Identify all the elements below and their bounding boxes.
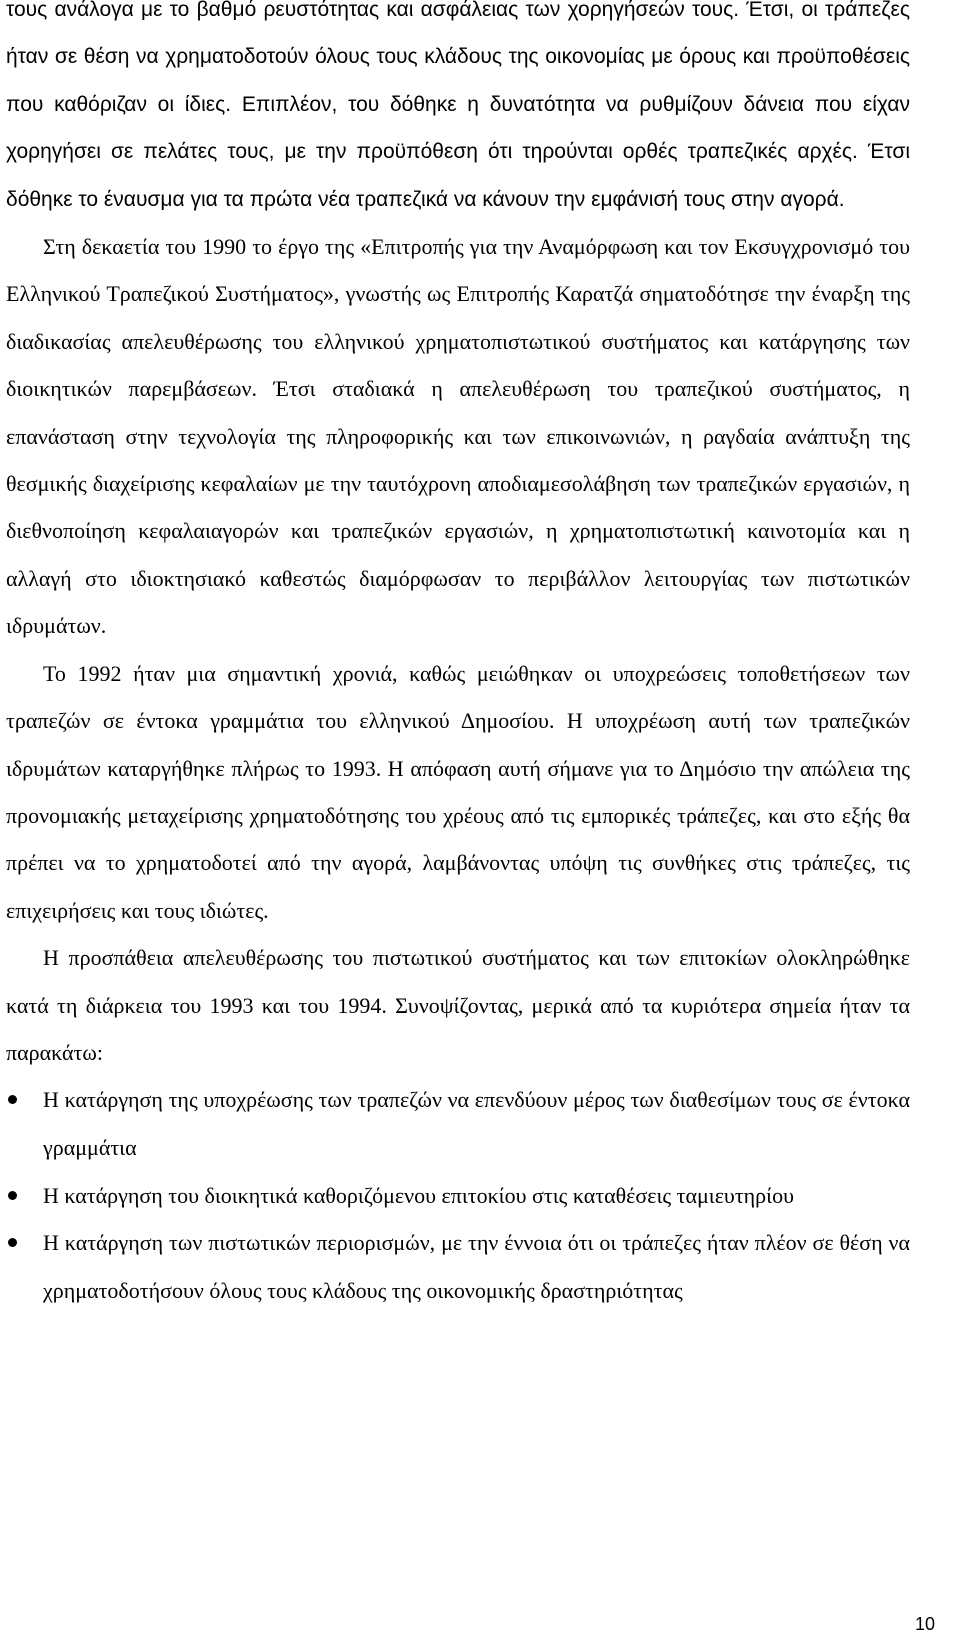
list-item (6, 1172, 910, 1220)
bullet-list (6, 1076, 910, 1314)
list-item (6, 1076, 910, 1171)
paragraph-continuation: τους ανάλογα με το βαθμό ρευστότητας και ασφάλειας των χορηγήσεών τους. Έτσι, οι τράπεζες ήταν σε θέση να χρηματοδοτούν όλους τους κλάδους της οικονομίας με όρους και προϋποθέσεις που καθόριζαν οι ίδιες. Επιπλέον, του δόθηκε η δυνατότητα να ρυθμίζουν δάνεια που είχαν χορηγήσει σε πελάτες τους, με την προϋπόθεση ότι τηρούνται ορθές τραπεζικές αρχές. Έτσι δόθηκε το έναυσμα για τα πρώτα νέα τραπεζικά να κάνουν την εμφάνισή τους στην αγορά. (6, 0, 910, 211)
list-item (6, 1219, 910, 1314)
document-page (6, 0, 910, 1314)
paragraph-1992: Το 1992 ήταν μια σημαντική χρονιά, καθώς μειώθηκαν οι υποχρεώσεις τοποθετήσεων των τραπεζών σε έντοκα γραμμάτια του ελληνικού Δημοσίου. Η υποχρέωση αυτή των τραπεζικών ιδρυμάτων καταργήθηκε πλήρως το 1993. Η απόφαση αυτή σήμανε για το Δημόσιο την απώλεια της προνομιακής μεταχείρισης χρηματοδότησης του χρέους από τις εμπορικές τράπεζες, και στο εξής θα πρέπει να το χρηματοδοτεί από την αγορά, λαμβάνοντας υπόψη τις συνθήκες στις τράπεζες, τις επιχειρήσεις και τους ιδιώτες. (6, 660, 910, 923)
list-item-text: Η κατάργηση της υποχρέωσης των τραπεζών να επενδύουν μέρος των διαθεσίμων τους σε έντοκα γραμμάτια (43, 1087, 910, 1160)
page-number: 10 (914, 1614, 935, 1634)
list-item-text: Η κατάργηση του διοικητικά καθοριζόμενου επιτοκίου στις καταθέσεις ταμιευτηρίου (43, 1182, 794, 1208)
paragraph-liberalization: Η προσπάθεια απελευθέρωσης του πιστωτικού συστήματος και των επιτοκίων ολοκληρώθηκε κατά τη διάρκεια του 1993 και του 1994. Συνοψίζοντας, μερικά από τα κυριότερα σημεία ήταν τα παρακάτω: (6, 945, 910, 1065)
bullet-icon (8, 1191, 17, 1200)
list-item-text: Η κατάργηση των πιστωτικών περιορισμών, με την έννοια ότι οι τράπεζες ήταν πλέον σε θέση να χρηματοδοτήσουν όλους τους κλάδους της οικονομικής δραστηριότητας (43, 1230, 910, 1303)
bullet-icon (8, 1095, 17, 1104)
bullet-icon (8, 1238, 17, 1247)
paragraph-karatzas-committee: Στη δεκαετία του 1990 το έργο της «Επιτροπής για την Αναμόρφωση και τον Εκσυγχρονισμό του Ελληνικού Τραπεζικού Συστήματος», γνωστής ως Επιτροπής Καρατζά σηματοδότησε την έναρξη της διαδικασίας απελευθέρωσης του ελληνικού χρηματοπιστωτικού συστήματος και κατάργησης των διοικητικών παρεμβάσεων. Έτσι σταδιακά η απελευθέρωση του τραπεζικού συστήματος, η επανάσταση στην τεχνολογία της πληροφορικής και των επικοινωνιών, η ραγδαία ανάπτυξη της θεσμικής διαχείρισης κεφαλαίων με την ταυτόχρονη αποδιαμεσολάβηση των τραπεζικών εργασιών, η διεθνοποίηση κεφαλαιαγορών και τραπεζικών εργασιών, η χρηματοπιστωτική καινοτομία και η αλλαγή στο ιδιοκτησιακό καθεστώς διαμόρφωσαν το περιβάλλον λειτουργίας των πιστωτικών ιδρυμάτων. (6, 234, 910, 639)
